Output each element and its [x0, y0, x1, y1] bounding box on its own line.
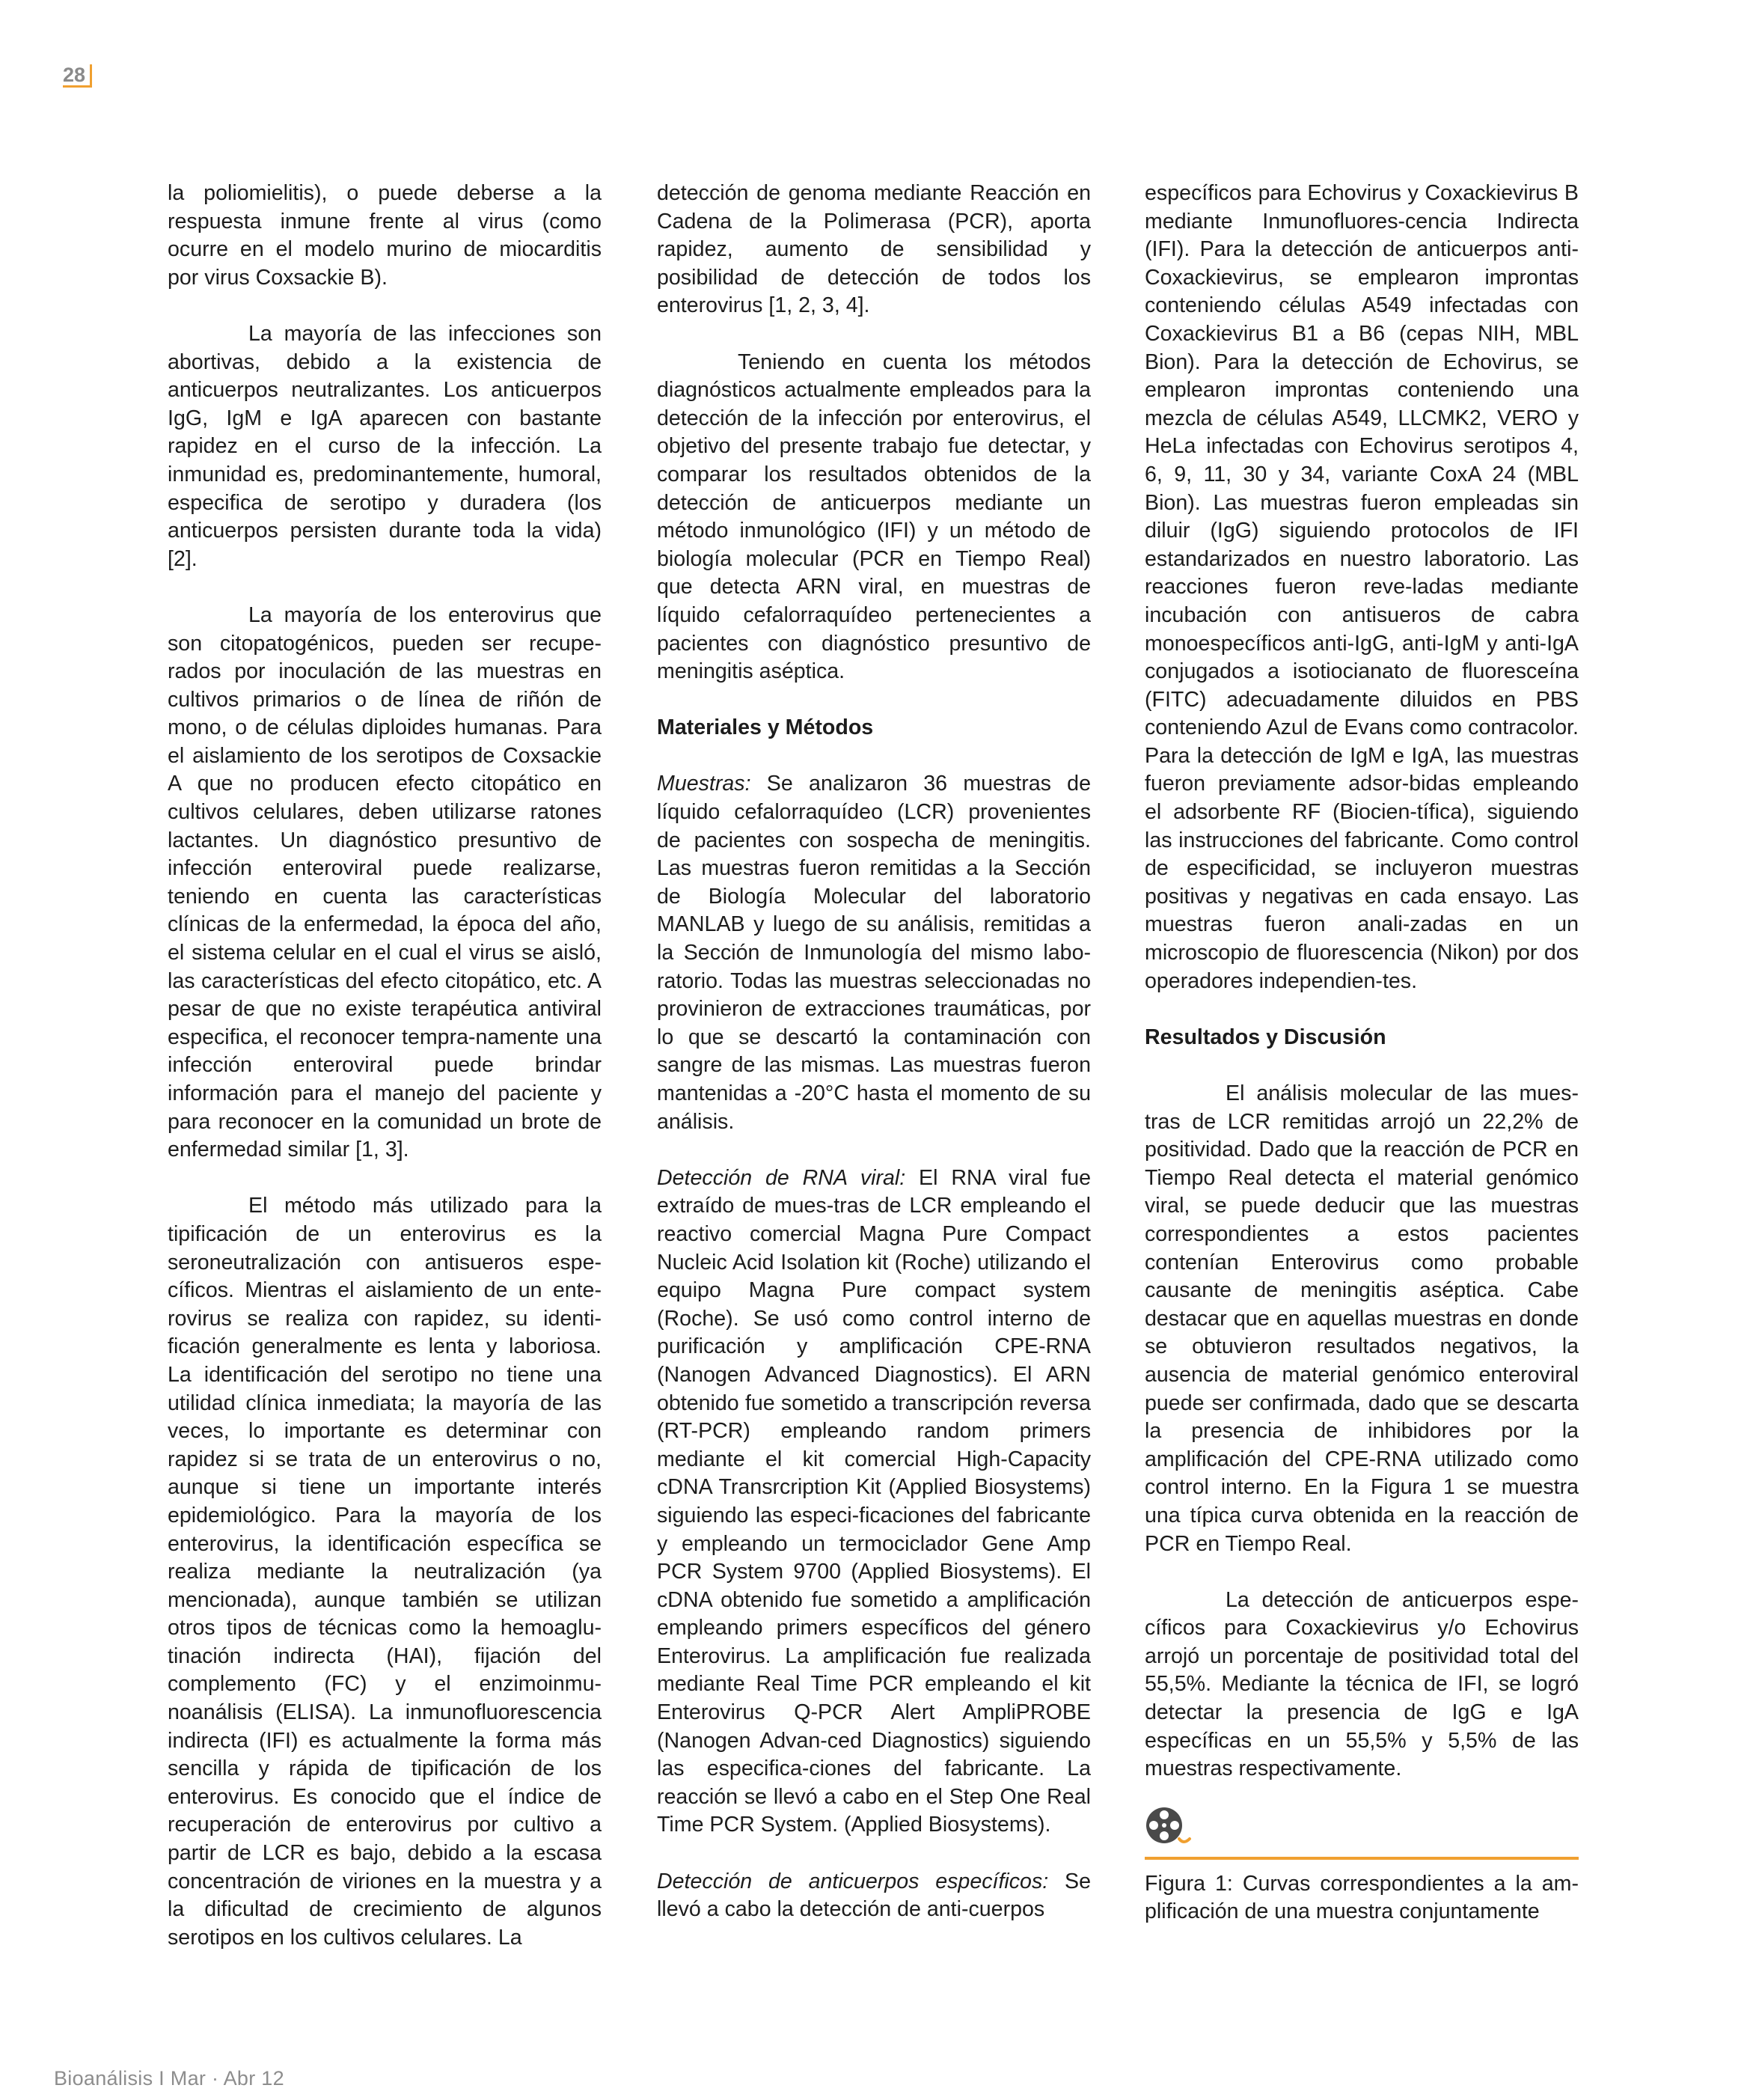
paragraph-body: El RNA viral fue extraído de mues-tras de LCR empleando el reactivo comercial Magna Pure Compact Nucleic Acid Isolation kit (Roche) utilizando el equipo Magna Pure compact system (Roche). Se usó como control interno de purificación y amplificación CPE-RNA (Nanogen Advanced Diagnostics). El ARN obtenido fue sometido a transcripción reversa (RT-PCR) empleando random primers mediante el kit comercial High-Capacity cDNA Transrcription Kit (Applied Biosystems) siguiendo las especi-ficaciones del fabricante y empleando un termociclador Gene Amp PCR System 9700 (Applied Biosystems). El cDNA obtenido fue sometido a amplificación empleando primers específicos del género Enterovirus. La amplificación fue realizada mediante Real Time PCR empleando el kit Enterovirus Q-PCR Alert AmpliPROBE (Nanogen Advan-ced Diagnostics) siguiendo las especifica-ciones del fabricante. La reacción se llevó a cabo en el Step One Real Time PCR System. (Applied Biosystems).: [657, 1165, 1092, 1837]
paragraph: [657, 1165, 1091, 1840]
paragraph: específicos para Echovirus y Coxackievirus B mediante Inmunofluores-cencia Indirecta (IFI). Para la detección de anticuerpos anti-Coxackievirus, se emplearon improntas conteniendo células A549 infectadas con Coxackievirus B1 a B6 (cepas NIH, MBL Bion). Para la detección de Echovirus, se emplearon improntas conteniendo una mezcla de células A549, LLCMK2, VERO y HeLa infectadas con Echovirus serotipos 4, 6, 9, 11, 30 y 34, variante CoxA 24 (MBL Bion). Las muestras fueron empleadas sin diluir (IgG) siguiendo protocolos de IFI estandarizados en nuestro laboratorio. Las reacciones fueron reve-ladas mediante incubación con antisueros de cabra monoespecíficos anti-IgG, anti-IgM y anti-IgA conjugados a isotiocianato de fluoresceína (FITC) adecuadamente diluidos en PBS conteniendo Azul de Evans como contracolor. Para la detección de IgM e IgA, las muestras fueron previamente adsor-bidas empleando el adsorbente RF (Biocien-tífica), siguiendo las instrucciones del fabricante. Como control de especificidad, se incluyeron muestras positivas y negativas en cada ensayo. Las muestras fueron anali-zadas en un microscopio de fluorescencia (Nikon) por dos operadores independien-tes.: [1145, 181, 1579, 993]
section-heading: Materiales y Métodos: [657, 715, 874, 740]
column-3: [1145, 180, 1579, 1955]
paragraph: detección de genoma mediante Reacción en Cadena de la Polimerasa (PCR), aporta rapidez, aumento de sensibilidad y posibilidad de detección de todos los enterovirus [1, 2, 3, 4].: [657, 181, 1091, 318]
paragraph: la poliomielitis), o puede deberse a la respuesta inmune frente al virus (como ocurre en el modelo murino de miocarditis por virus Coxsackie B).: [168, 181, 602, 290]
paragraph-body: Se llevó a cabo la detección de anti-cuerpos: [657, 1869, 1091, 1922]
paragraph: La detección de anticuerpos espe-cíficos para Coxackievirus y/o Echovirus arrojó un porcentaje de positividad total del 55,5%. Mediante la técnica de IFI, se logró detectar la presencia de IgG e IgA específicas en un 55,5% y 5,5% de las muestras respectivamente.: [1145, 1587, 1579, 1781]
paragraph-lead: Muestras:: [657, 772, 751, 796]
paragraph: El análisis molecular de las mues-tras de LCR remitidas arrojó un 22,2% de positividad. Dado que la reacción de PCR en Tiempo Real detecta el material genómico viral, se puede deducir que las muestras correspondientes a estos pacientes contenían Enterovirus como probable causante de meningitis aséptica. Cabe destacar que en aquellas muestras en donde se obtuvieron resultados negativos, la ausencia de material genómico enteroviral puede ser confirmada, dado que se descarta la presencia de inhibidores por la amplificación del CPE-RNA utilizado como control interno. En la Figura 1 se muestra una típica curva obtenida en la reacción de PCR en Tiempo Real.: [1145, 1081, 1579, 1556]
paragraph-body: Se analizaron 36 muestras de líquido cefalorraquídeo (LCR) provenientes de pacientes con sospecha de meningitis. Las muestras fueron remitidas a la Sección de Biología Molecular del laboratorio MANLAB y luego de su análisis, remitidas a la Sección de Inmunología del mismo labo-ratorio. Todas las muestras seleccionadas no provinieron de extracciones traumáticas, por lo que se descartó la contaminación con sangre de las mismas. Las muestras fueron mantenidas a -20°C hasta el momento de su análisis.: [657, 772, 1091, 1134]
figure-divider: [1145, 1857, 1579, 1860]
section-heading: Resultados y Discusión: [1145, 1025, 1386, 1049]
column-1: [168, 180, 602, 1952]
paragraph: [657, 1868, 1091, 1924]
column-2: [657, 180, 1091, 1924]
page-number: 28: [63, 64, 92, 88]
paragraph: La mayoría de los enterovirus que son citopatogénicos, pueden ser recupe-rados por inoculación de las muestras en cultivos primarios o de línea de riñón de mono, o de células diploides humanas. Para el aislamiento de los serotipos de Coxsackie A que no producen efecto citopático en cultivos celulares, deben utilizarse ratones lactantes. Un diagnóstico presuntivo de infección enteroviral puede realizarse, teniendo en cuenta las características clínicas de la enfermedad, la época del año, el sistema celular en el cual el virus se aisló, las características del efecto citopático, etc. A pesar de que no existe terapéutica antiviral especifica, el reconocer tempra-namente una infección enteroviral puede brindar información para el manejo del paciente y para reconocer en la comunidad un brote de enfermedad similar [1, 3].: [168, 602, 602, 1162]
figure-caption: Figura 1: Curvas correspondientes a la am-plificación de una muestra conjuntamente: [1145, 1871, 1579, 1924]
paragraph: La mayoría de las infecciones son abortivas, debido a la existencia de anticuerpos neutralizantes. Los anticuerpos IgG, IgM e IgA aparecen con bastante rapidez en el curso de la infección. La inmunidad es, predominantemente, humoral, especifica de serotipo y duradera (los anticuerpos persisten durante toda la vida) [2].: [168, 321, 602, 571]
paragraph: Teniendo en cuenta los métodos diagnósticos actualmente empleados para la detección de la infección por enterovirus, el objetivo del presente trabajo fue detectar, y comparar los resultados obtenidos de la detección de anticuerpos mediante un método inmunológico (IFI) y un método de biología molecular (PCR en Tiempo Real) que detecta ARN viral, en muestras de líquido cefalorraquídeo pertenecientes a pacientes con diagnóstico presuntivo de meningitis aséptica.: [657, 350, 1091, 684]
paragraph: [657, 770, 1091, 1136]
footer: Bioanálisis I Mar · Abr 12: [54, 2067, 284, 2090]
paragraph: El método más utilizado para la tipificación de un enterovirus es la seroneutralización con antisueros espe-cíficos. Mientras el aislamiento de un ente-rovirus se realiza con rapidez, su identi-ficación generalmente es lenta y laboriosa. La identificación del serotipo no tiene una utilidad clínica inmediata; la mayoría de las veces, lo importante es determinar con rapidez si se trata de un enterovirus o no, aunque si tiene un importante interés epidemiológico. Para la mayoría de los enterovirus, la identificación específica se realiza mediante la neutralización (ya mencionada), aunque también se utilizan otros tipos de técnicas como la hemoaglu-tinación indirecta (HAI), fijación del complemento (FC) y el enzimoinmu-noanálisis (ELISA). La inmunofluorescencia indirecta (IFI) es actualmente la forma más sencilla y rápida de tipificación de los enterovirus. Es conocido que el índice de recuperación de enterovirus por cultivo a partir de LCR es bajo, debido a la escasa concentración de viriones en la muestra y a la dificultad de crecimiento de algunos serotipos en los cultivos celulares. La: [168, 1194, 602, 1950]
paragraph-lead: Detección de anticuerpos específicos:: [657, 1869, 1049, 1893]
film-reel-icon: [1145, 1806, 1193, 1848]
paragraph-lead: Detección de RNA viral:: [657, 1165, 906, 1190]
